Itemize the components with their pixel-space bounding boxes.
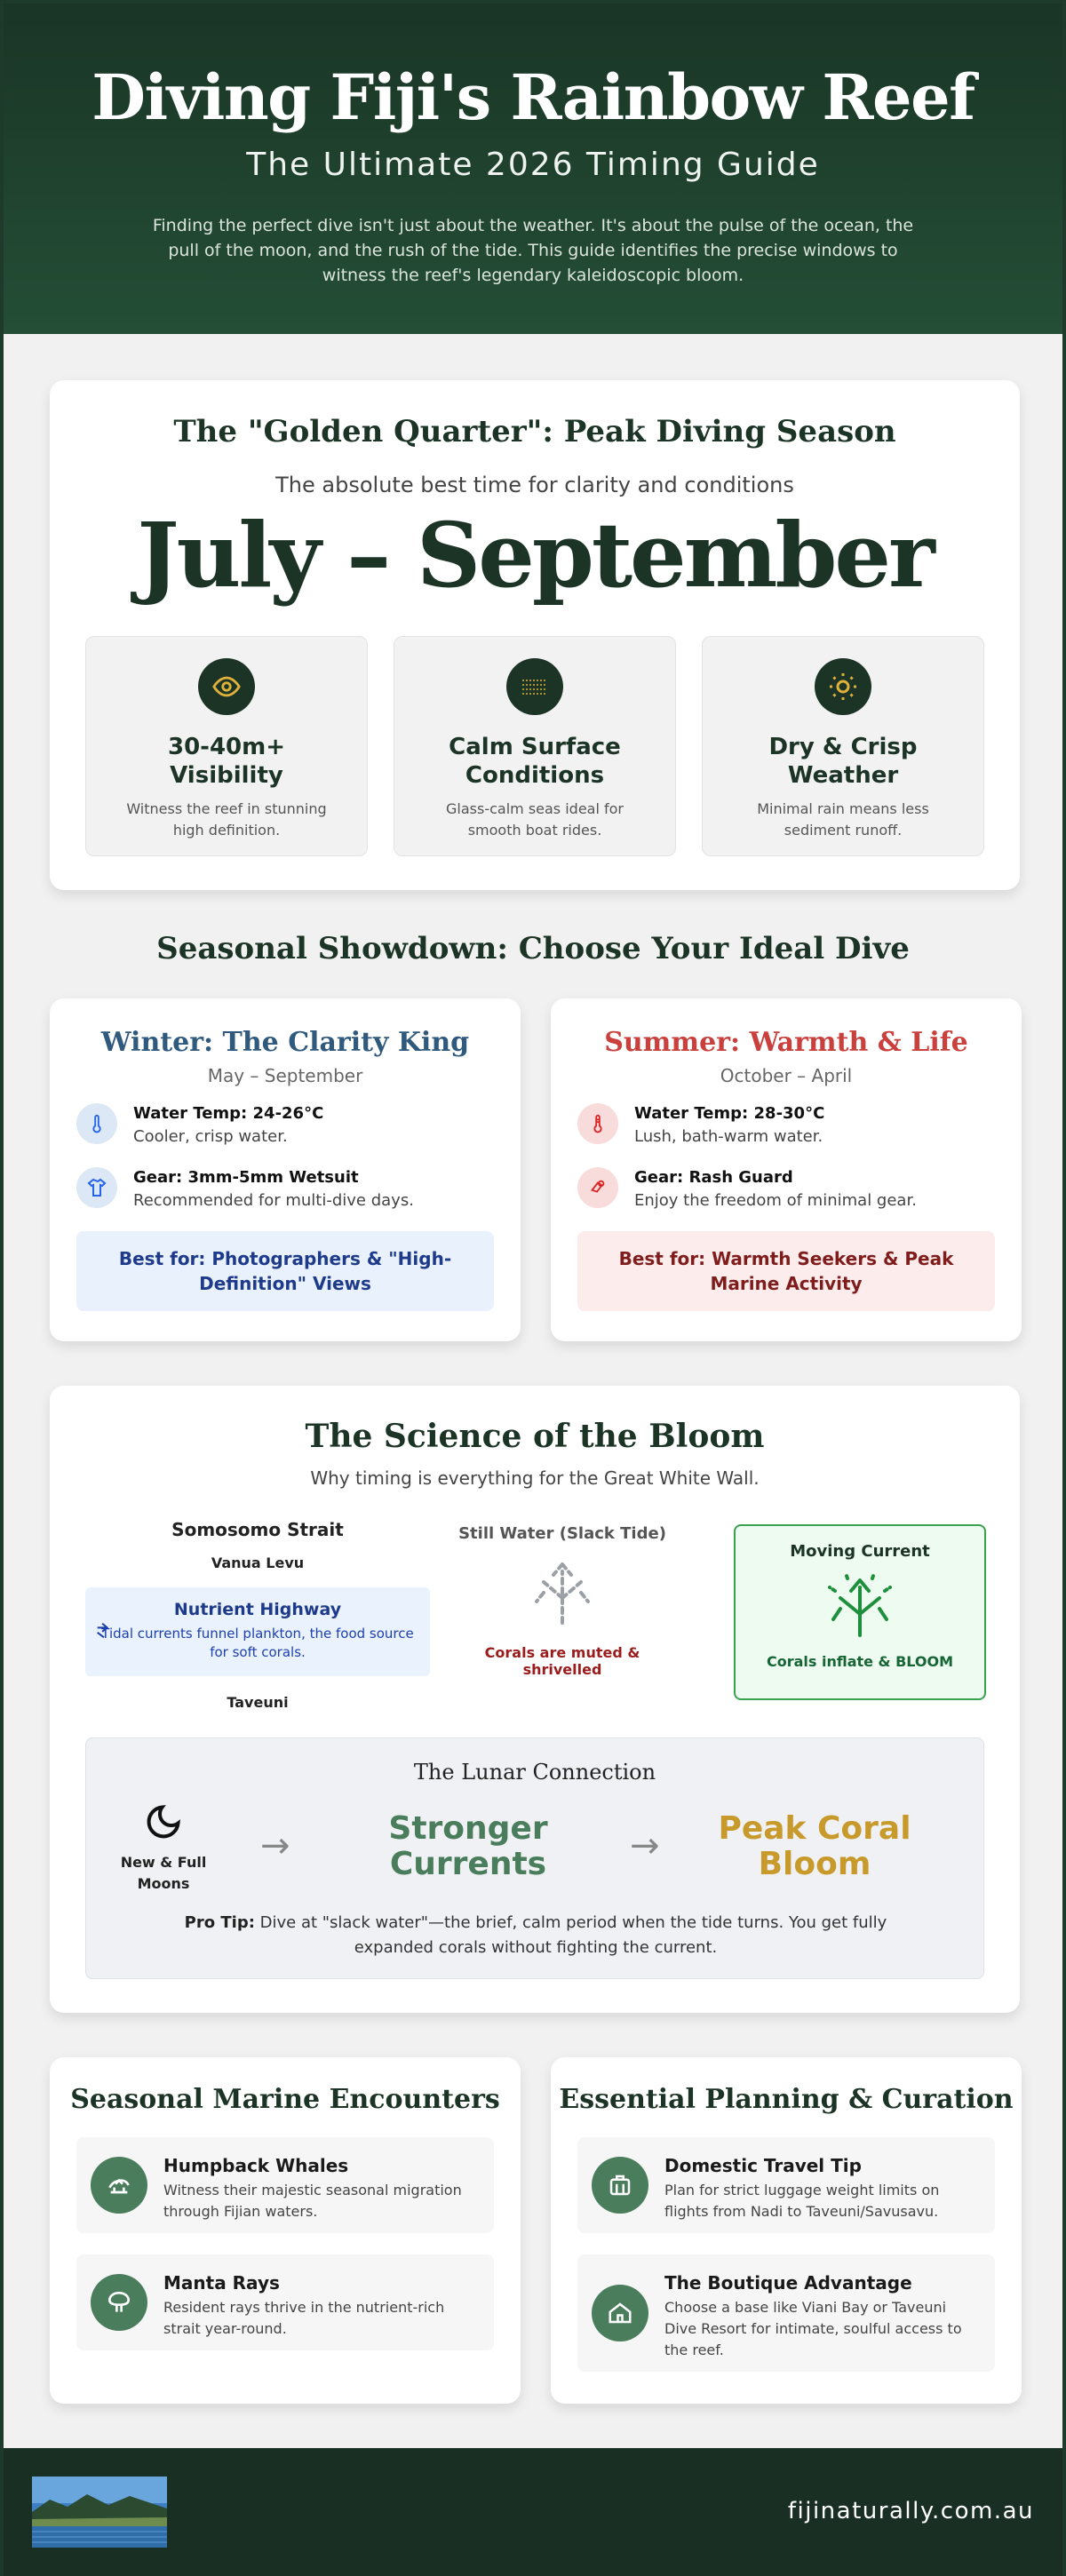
winter-gear-desc: Recommended for multi-dive days. [133, 1191, 414, 1210]
winter-best-for: Best for: Photographers & "High-Definition" Views [76, 1231, 494, 1311]
encounter-desc: Witness their majestic seasonal migration through Fijian waters. [163, 2182, 462, 2220]
nutrient-highway [85, 1587, 430, 1676]
moving-desc: Corals inflate & BLOOM [766, 1653, 954, 1670]
summer-best-for: Best for: Warmth Seekers & Peak Marine Activity [577, 1231, 995, 1311]
pro-tip-text: Dive at "slack water"—the brief, calm period when the tide turns. You get fully expanded corals without fighting the current. [254, 1913, 887, 1957]
golden-quarter-card [50, 380, 1020, 890]
footer-website-link[interactable]: fijinaturally.com.au [787, 2498, 1034, 2524]
hero-header [4, 4, 1062, 334]
rash-guard-icon [577, 1167, 618, 1208]
winter-gear-label: Gear: 3mm-5mm Wetsuit [133, 1168, 359, 1187]
encounters-title: Seasonal Marine Encounters [70, 2084, 500, 2115]
island-taveuni: Taveuni [227, 1694, 289, 1711]
feature-list [85, 636, 984, 856]
summer-temp-label: Water Temp: 28-30°C [634, 1104, 825, 1123]
lunar-title: The Lunar Connection [413, 1760, 656, 1785]
seasons-title: Seasonal Showdown: Choose Your Ideal Dive [156, 931, 910, 966]
summer-title: Summer: Warmth & Life [604, 1027, 968, 1058]
feature-desc: Minimal rain means less sediment runoff. [757, 800, 929, 839]
feature-calm [394, 636, 676, 856]
science-title: The Science of the Bloom [305, 1418, 765, 1455]
encounter-title: Manta Rays [163, 2272, 280, 2294]
planning-item-boutique [577, 2254, 995, 2372]
footer [4, 2448, 1062, 2576]
winter-temp-desc: Cooler, crisp water. [133, 1127, 288, 1146]
encounter-desc: Resident rays thrive in the nutrient-rich strait year-round. [163, 2299, 445, 2337]
planning-item-desc: Plan for strict luggage weight limits on flights from Nadi to Taveuni/Savusavu. [664, 2182, 940, 2220]
still-title: Still Water (Slack Tide) [458, 1524, 666, 1543]
reef-island-photo [32, 2477, 167, 2548]
moon-phase-block [115, 1802, 212, 1895]
moon-icon [115, 1802, 212, 1845]
moving-current-panel [734, 1524, 986, 1700]
sun-icon [815, 658, 871, 715]
wetsuit-icon [76, 1167, 117, 1208]
summer-months: October – April [720, 1065, 853, 1086]
encounter-title: Humpback Whales [163, 2155, 349, 2176]
winter-months: May – September [207, 1065, 363, 1086]
strait-diagram [85, 1519, 430, 1711]
summer-temp-row [577, 1103, 995, 1149]
summer-gear-row [577, 1167, 995, 1213]
thermometer-hot-icon [577, 1103, 618, 1144]
winter-title: Winter: The Clarity King [100, 1027, 470, 1058]
moving-title: Moving Current [790, 1542, 930, 1561]
page-subtitle: The Ultimate 2026 Timing Guide [246, 147, 820, 183]
page-title: Diving Fiji's Rainbow Reef [91, 60, 975, 134]
encounter-item-humpback [76, 2137, 494, 2233]
planning-title: Essential Planning & Curation [559, 2084, 1014, 2115]
eye-icon [198, 658, 255, 715]
encounter-item-manta [76, 2254, 494, 2350]
feature-weather [702, 636, 984, 856]
winter-temp-row [76, 1103, 494, 1149]
planning-item-title: The Boutique Advantage [664, 2272, 912, 2294]
lunar-connection-panel [85, 1737, 984, 1979]
thermometer-icon [76, 1103, 117, 1144]
shrivelled-coral-icon [451, 1557, 673, 1628]
manta-icon [91, 2274, 147, 2331]
calm-water-icon [506, 658, 563, 715]
still-water-panel [451, 1524, 673, 1678]
feature-title: Dry & Crisp Weather [768, 734, 918, 789]
planning-item-travel [577, 2137, 995, 2233]
feature-desc: Witness the reef in stunning high definition. [126, 800, 327, 839]
summer-gear-desc: Enjoy the freedom of minimal gear. [634, 1191, 917, 1210]
golden-lead: The absolute best time for clarity and conditions [275, 473, 794, 497]
moon-label: New & Full Moons [120, 1854, 207, 1892]
home-icon [592, 2285, 648, 2341]
winter-card [50, 998, 521, 1341]
planning-card [551, 2057, 1022, 2404]
strait-name: Somosomo Strait [171, 1519, 344, 1540]
planning-item-desc: Choose a base like Viani Bay or Taveuni Dive Resort for intimate, soulful access to the reef. [664, 2299, 962, 2358]
feature-title: 30-40m+ Visibility [167, 734, 286, 789]
pro-tip [175, 1911, 896, 1960]
science-card [50, 1386, 1020, 2013]
winter-gear-row [76, 1167, 494, 1213]
planning-item-title: Domestic Travel Tip [664, 2155, 862, 2176]
golden-title: The "Golden Quarter": Peak Diving Season [173, 414, 896, 449]
feature-title: Calm Surface Conditions [449, 734, 621, 789]
summer-gear-label: Gear: Rash Guard [634, 1168, 793, 1187]
still-desc: Corals are muted & shrivelled [484, 1644, 640, 1678]
luggage-icon [592, 2157, 648, 2214]
current-arrow-icon [94, 1621, 114, 1644]
peak-coral-bloom: Peak Coral Bloom [718, 1810, 911, 1882]
intro-text: Finding the perfect dive isn't just about the weather. It's about the pulse of the ocean, the pull of the moon, and the rush of the tide. This guide identifies the precise windows to witness the reef's legendary kaleidoscopic bloom. [152, 216, 914, 285]
feature-desc: Glass-calm seas ideal for smooth boat rides. [446, 800, 624, 839]
pro-tip-label: Pro Tip: [184, 1913, 255, 1932]
golden-months: July – September [137, 503, 933, 608]
summer-temp-desc: Lush, bath-warm water. [634, 1127, 823, 1146]
highway-desc: Tidal currents funnel plankton, the food source for soft corals. [101, 1626, 414, 1660]
island-vanua-levu: Vanua Levu [211, 1554, 305, 1571]
summer-card [551, 998, 1022, 1341]
whale-icon [91, 2157, 147, 2214]
winter-temp-label: Water Temp: 24-26°C [133, 1104, 324, 1123]
highway-title: Nutrient Highway [173, 1600, 342, 1619]
encounters-card [50, 2057, 521, 2404]
stronger-currents: Stronger Currents [388, 1810, 548, 1882]
flow-arrow-1: → [260, 1825, 290, 1866]
flow-arrow-2: → [630, 1825, 660, 1866]
science-lead: Why timing is everything for the Great White Wall. [310, 1467, 760, 1489]
bloom-coral-icon [736, 1571, 984, 1642]
feature-visibility [85, 636, 368, 856]
